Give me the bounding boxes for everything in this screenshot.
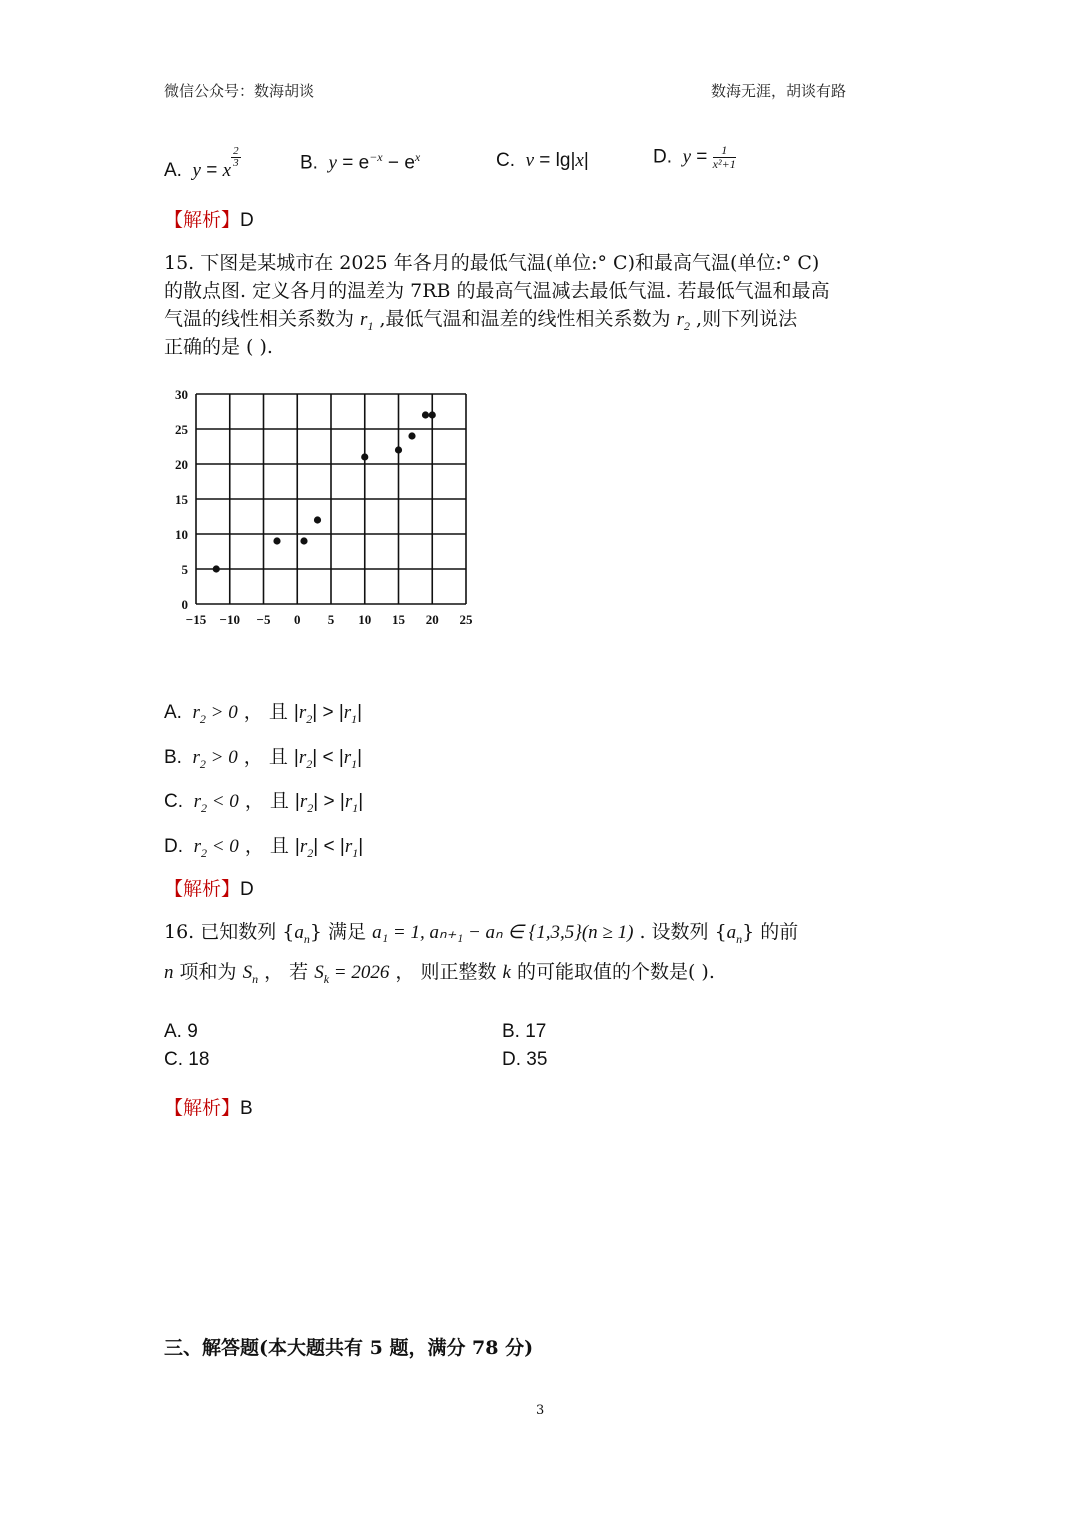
scatter-point — [429, 411, 436, 418]
scatter-point — [408, 432, 415, 439]
x-tick-label: 20 — [425, 612, 439, 627]
x-tick-label: 25 — [459, 612, 473, 627]
q14-answer: 【解析】D — [164, 209, 254, 231]
q14-option-d: D. y = $\frac{1}{\text{x²+1}}$ — [653, 143, 736, 171]
q16-line-1: 16. 已知数列 $\{a_n\}$ 满足 a₁ = 1, aₙ₊₁ − aₙ ∈ {1,3,5}(n ≥ 1) . 设数列 $\{a_n\}$ 的前 — [164, 921, 799, 946]
scatter-point — [273, 537, 280, 544]
y-tick-label: 15 — [175, 492, 188, 507]
header-right: 数海无涯，胡谈有路 — [711, 82, 847, 100]
scatter-point — [422, 411, 429, 418]
header-left: 微信公众号：数海胡谈 — [164, 82, 315, 100]
q16-option-c: C. 18 — [164, 1049, 210, 1070]
y-tick-label: 20 — [175, 457, 188, 472]
chart-grid — [196, 394, 466, 604]
scatter-point — [395, 446, 402, 453]
q16-option-b: B. 17 — [502, 1021, 547, 1042]
y-tick-label: 10 — [175, 527, 188, 542]
scatter-point — [213, 565, 220, 572]
q14-option-b: B. $y = e^{-x} - e^x$ — [300, 150, 421, 174]
chart-points — [213, 411, 436, 572]
q15-option-c: C. $r_2 < 0$ ， 且 $|r_2| > |r_1|$ — [164, 790, 364, 815]
q16-option-a: A. 9 — [164, 1021, 198, 1042]
section-3-title: 三、解答题(本大题共有 5 题，满分 78 分) — [164, 1337, 534, 1359]
chart-y-ticks — [175, 387, 189, 612]
q15-line-2: 的散点图. 定义各月的温差为 7RB 的最高气温减去最低气温. 若最低气温和最高 — [164, 280, 830, 302]
x-tick-label: 0 — [294, 612, 301, 627]
q16-option-d: D. 35 — [502, 1049, 548, 1070]
q15-option-d: D. $r_2 < 0$ ， 且 $|r_2| < |r_1|$ — [164, 835, 364, 860]
q15-line-3: 气温的线性相关系数为 $r_1$ ,最低气温和温差的线性相关系数为 $r_2$ ,则下列说法 — [164, 308, 798, 333]
q15-line-4: 正确的是 ( ). — [164, 336, 273, 358]
y-tick-label: 30 — [175, 387, 188, 402]
x-tick-label: −5 — [256, 612, 271, 627]
q14-option-a: A. y = x $\frac{2}{3}$ — [164, 145, 239, 181]
x-tick-label: 15 — [392, 612, 405, 627]
q14-option-c: C. v = lg|x| — [496, 150, 589, 171]
scatter-point — [314, 516, 321, 523]
scatter-chart — [160, 380, 490, 630]
x-tick-label: −15 — [185, 612, 207, 627]
q16-line-2: n 项和为 $S_n$ ， 若 $S_k = 2026$ ， 则正整数 k 的可能取值的个数是( ). — [164, 961, 715, 986]
y-tick-label: 25 — [175, 422, 188, 437]
q15-line-1: 15. 下图是某城市在 2025 年各月的最低气温(单位:° C)和最高气温(单位:° C) — [164, 252, 820, 274]
x-tick-label: 5 — [327, 612, 335, 627]
q16-answer: 【解析】B — [164, 1097, 253, 1119]
x-tick-label: −10 — [219, 612, 240, 627]
y-tick-label: 0 — [181, 597, 188, 612]
q15-answer: 【解析】D — [164, 878, 254, 900]
y-tick-label: 5 — [181, 562, 188, 577]
scatter-point — [361, 453, 368, 460]
q15-option-b: B. $r_2 > 0$ ， 且 $|r_2| < |r_1|$ — [164, 746, 363, 771]
page-number: 3 — [536, 1403, 545, 1418]
q15-option-a: A. $r_2 > 0$ ， 且 $|r_2| > |r_1|$ — [164, 701, 363, 726]
x-tick-label: 10 — [358, 612, 372, 627]
chart-x-ticks — [186, 612, 473, 627]
scatter-point — [300, 537, 307, 544]
